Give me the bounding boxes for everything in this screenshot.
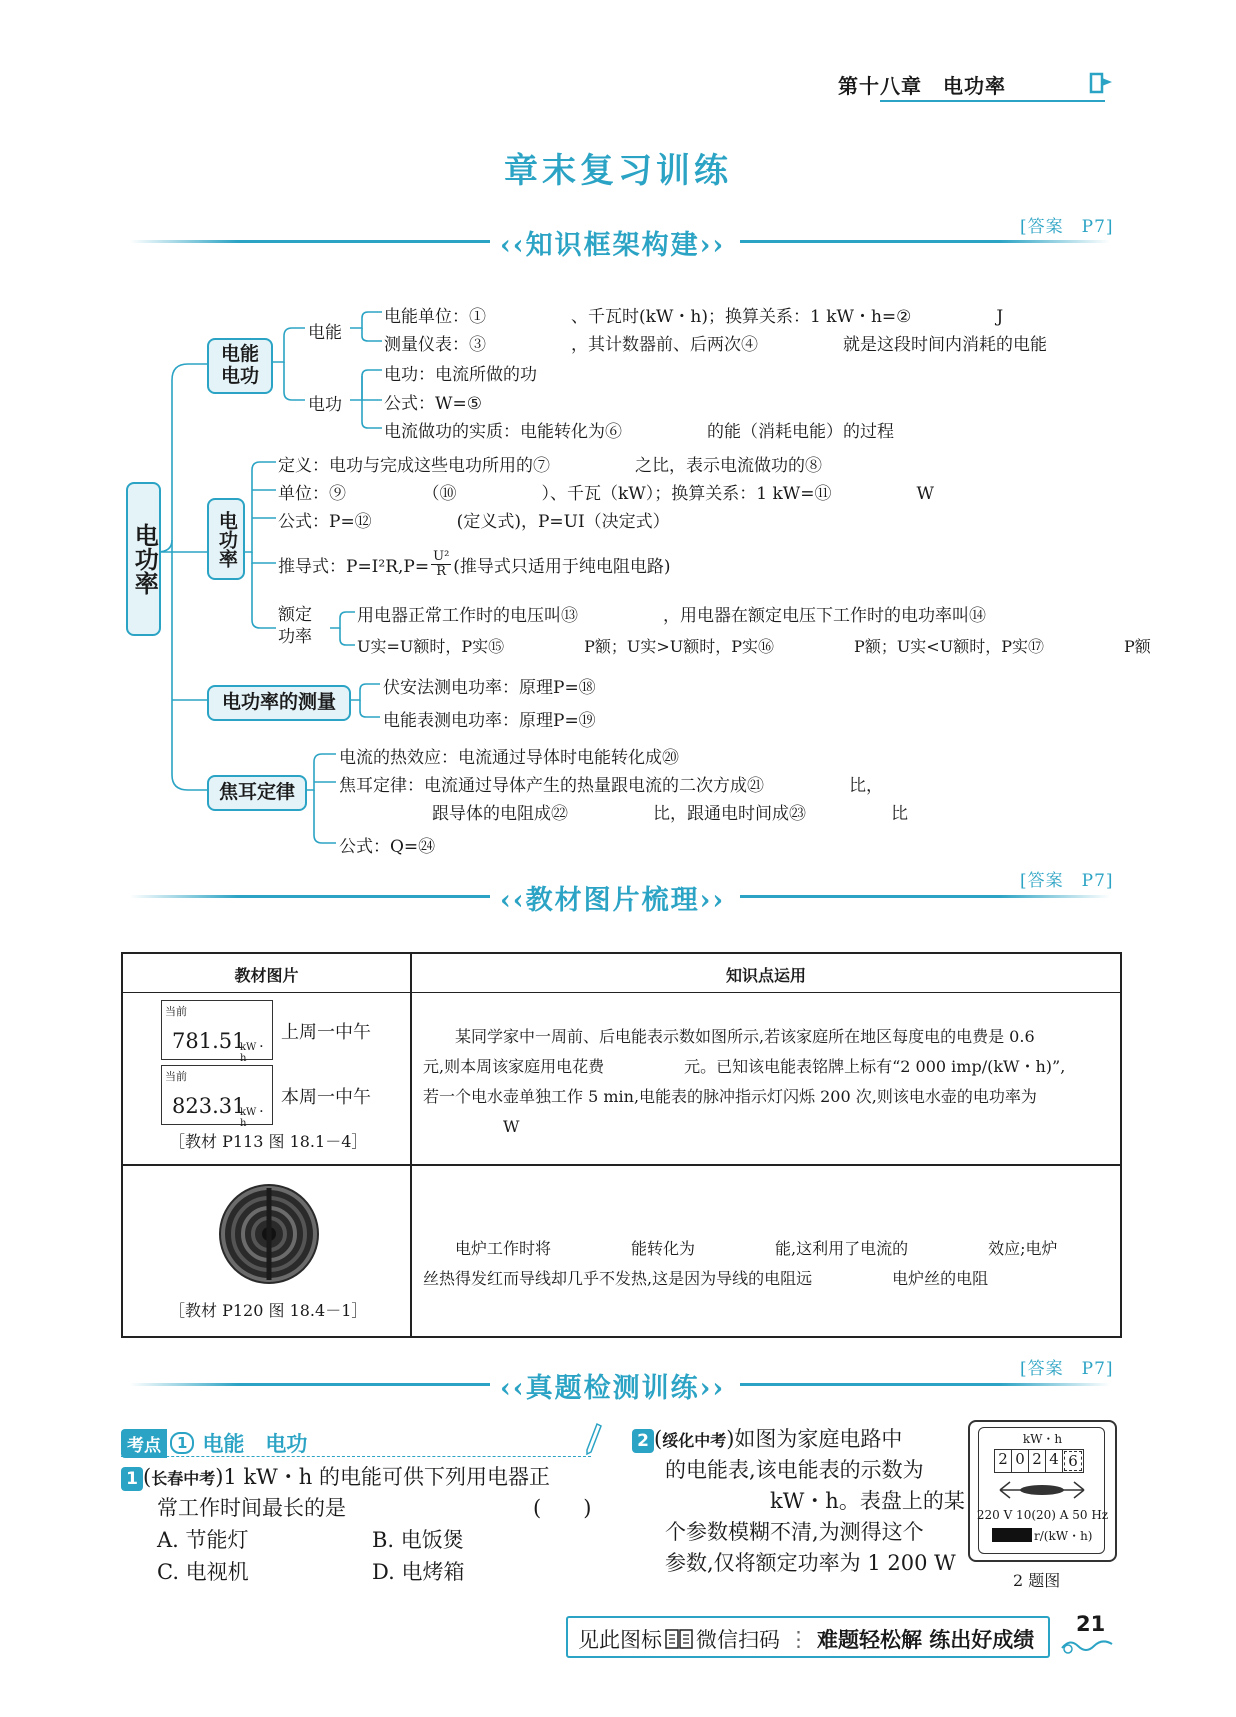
footer-text: 见此图标: [578, 1628, 662, 1652]
option-a[interactable]: A. 节能灯: [157, 1528, 249, 1552]
footer-slogan: 难题轻松解 练出好成绩: [817, 1628, 1035, 1652]
option-c[interactable]: C. 电视机: [157, 1560, 249, 1584]
mindmap-line: 公式：W=⑤: [384, 394, 567, 414]
mindmap-line: 跟导体的电阻成㉒ 比，跟通电时间成㉓ 比: [432, 804, 908, 824]
mindmap-branch-power: 电功率: [207, 498, 245, 580]
question-2-line: 个参数模糊不清,为测得这个: [665, 1520, 924, 1544]
section-title: ‹‹知识框架构建››: [500, 230, 726, 261]
meter-unit: kW・h: [1022, 1432, 1063, 1446]
meter-caption: 本周一中午: [281, 1087, 371, 1108]
answer-ref: [答案 P7]: [1020, 1359, 1114, 1379]
section-rule-left: [130, 895, 490, 898]
mindmap-line: 焦耳定律：电流通过导体产生的热量跟电流的二次方成㉑ 比，: [339, 776, 883, 796]
footer-text: 微信扫码: [696, 1628, 780, 1652]
answer-bracket: ( ): [533, 1496, 592, 1520]
pencil-icon: [585, 1422, 603, 1456]
figure-caption: 2 题图: [1013, 1571, 1061, 1590]
mindmap-line: 用电器正常工作时的电压叫⑬ ，用电器在额定电压下工作时的电功率叫⑭: [357, 606, 1071, 626]
figure-reference: ［教材 P113 图 18.1－4］: [169, 1132, 368, 1151]
mindmap-line: 公式：P=⑫ (定义式)，P=UI（决定式）: [278, 512, 670, 532]
section-rule-right: [740, 1383, 1110, 1386]
meter-digits: 2 0 2 4 6: [994, 1449, 1084, 1473]
knowledge-point-title: 电能 电功: [202, 1432, 308, 1456]
mindmap-line: 单位：⑨ （⑩ ）、千瓦（kW）；换算关系：1 kW=⑪ W: [278, 484, 934, 504]
energy-meter-figure: [968, 1420, 1117, 1562]
table-divider: [410, 954, 412, 1336]
question-source: 长春中考: [151, 1469, 216, 1488]
mindmap-line: 电流做功的实质：电能转化为⑥ 的能（消耗电能）的过程: [384, 422, 894, 442]
question-source: 绥化中考: [662, 1431, 727, 1450]
meter-reading-before: 当前 781.51 kW・h: [161, 1000, 273, 1060]
wave-decoration-icon: [1060, 1636, 1116, 1656]
mindmap-sub-electric-energy: 电能: [308, 323, 342, 343]
mindmap-line: 公式：Q=㉔: [339, 837, 521, 857]
knowledge-point-rule: [121, 1456, 591, 1457]
mindmap-derived-formula: 推导式：P=I²R,P= $\frac{\text{U²}}{R}$ (推导式只适用于纯电阻电路): [278, 549, 671, 579]
question-text: 某同学家中一周前、后电能表示数如图所示,若该家庭所在地区每度电的电费是 0.6 元,则本周该家庭用电花费 元。已知该电能表铭牌上标有“2 000 imp/(kW・h)”, 若一个电水壶单独工作 5 min,电能表的脉冲指示灯闪烁 200 次,则该电水壶的电功率为 W: [423, 1027, 1066, 1136]
mindmap-line: 测量仪表：③ ，其计数器前、后两次④ 就是这段时间内消耗的电能: [384, 335, 1047, 355]
table-row-divider: [123, 1164, 1120, 1166]
question-2-line: 的电能表,该电能表的示数为: [665, 1458, 924, 1482]
mindmap-line: 伏安法测电功率：原理P=⑱: [383, 678, 681, 698]
question-number: 2: [632, 1429, 654, 1453]
meter-rate-unit: r/(kW・h): [1034, 1529, 1093, 1543]
meter-spec: 220 V 10(20) A 50 Hz: [976, 1508, 1109, 1522]
electric-stove-coil-image: [217, 1182, 321, 1286]
table-header: 知识点运用: [725, 966, 806, 985]
footer-banner: 见此图标 微信扫码 ⋮ 难题轻松解 练出好成绩: [566, 1616, 1050, 1658]
mindmap-branch-electric-work: 电能电功: [207, 338, 273, 394]
mindmap-line: 电能单位：① 、千瓦时(kW・h)；换算关系：1 kW・h=② J: [384, 307, 1004, 327]
question-1-line: 常工作时间最长的是: [157, 1496, 346, 1520]
knowledge-point-header: [121, 1428, 307, 1458]
page-title: 章末复习训练: [504, 151, 732, 191]
mindmap-line: 定义：电功与完成这些电功所用的⑦ 之比，表示电流做功的⑧: [278, 456, 907, 476]
question-2-line: kW・h。表盘上的某: [665, 1489, 965, 1513]
option-d[interactable]: D. 电烤箱: [372, 1560, 465, 1584]
figure-reference: ［教材 P120 图 18.4－1］: [169, 1301, 368, 1320]
mindmap-line: 电流的热效应：电流通过导体时电能转化成⑳: [339, 748, 764, 768]
figure-table: [121, 952, 1122, 1338]
knowledge-point-tag: 考点: [121, 1429, 167, 1458]
book-scan-icon: [665, 1628, 693, 1650]
section-rule-left: [130, 1383, 490, 1386]
question-1: 1 (长春中考)1 kW・h 的电能可供下列用电器正: [121, 1462, 550, 1494]
mindmap-branch-measurement: 电功率的测量: [207, 685, 351, 721]
question-text: 电炉工作时将 能转化为 能,这利用了电流的 效应;电炉 丝热得发红而导线却几乎不发热,这是因为导线的电阻远 电炉丝的电阻: [423, 1239, 1058, 1288]
question-2-line: 参数,仅将额定功率为 1 200 W: [665, 1551, 956, 1575]
meter-blurred-parameter: [992, 1528, 1032, 1542]
meter-caption: 上周一中午: [281, 1022, 371, 1043]
knowledge-point-number: 1: [170, 1432, 194, 1454]
chapter-header: 第十八章 电功率: [838, 74, 1006, 98]
section-title: ‹‹教材图片梳理››: [500, 885, 726, 916]
answer-ref: [答案 P7]: [1020, 217, 1114, 237]
mindmap-line: U实=U额时，P实⑮ P额；U实>U额时，P实⑯ P额；U实<U额时，P实⑰ P额: [357, 637, 1151, 656]
mindmap-sub-electric-work: 电功: [308, 395, 342, 415]
mindmap-sub-rated-power: 额定功率: [278, 605, 312, 647]
section-rule-right: [740, 895, 1110, 898]
option-b[interactable]: B. 电饭煲: [372, 1528, 464, 1552]
table-header: 教材图片: [234, 966, 299, 985]
section-title: ‹‹真题检测训练››: [500, 1373, 726, 1404]
mindmap-branch-joule-law: 焦耳定律: [207, 775, 307, 811]
question-number: 1: [121, 1467, 143, 1491]
mindmap-line: 电能表测电功率：原理P=⑲: [383, 711, 681, 731]
meter-disc-icon: [996, 1478, 1088, 1502]
meter-reading-after: 当前 823.31 kW・h: [161, 1065, 273, 1125]
answer-ref: [答案 P7]: [1020, 871, 1114, 891]
mindmap-root: 电功率: [126, 482, 161, 636]
mindmap-line: 电功：电流所做的功: [384, 365, 537, 385]
page-number: 21: [1076, 1612, 1106, 1636]
question-2: 2 (绥化中考)如图为家庭电路中: [632, 1424, 902, 1456]
